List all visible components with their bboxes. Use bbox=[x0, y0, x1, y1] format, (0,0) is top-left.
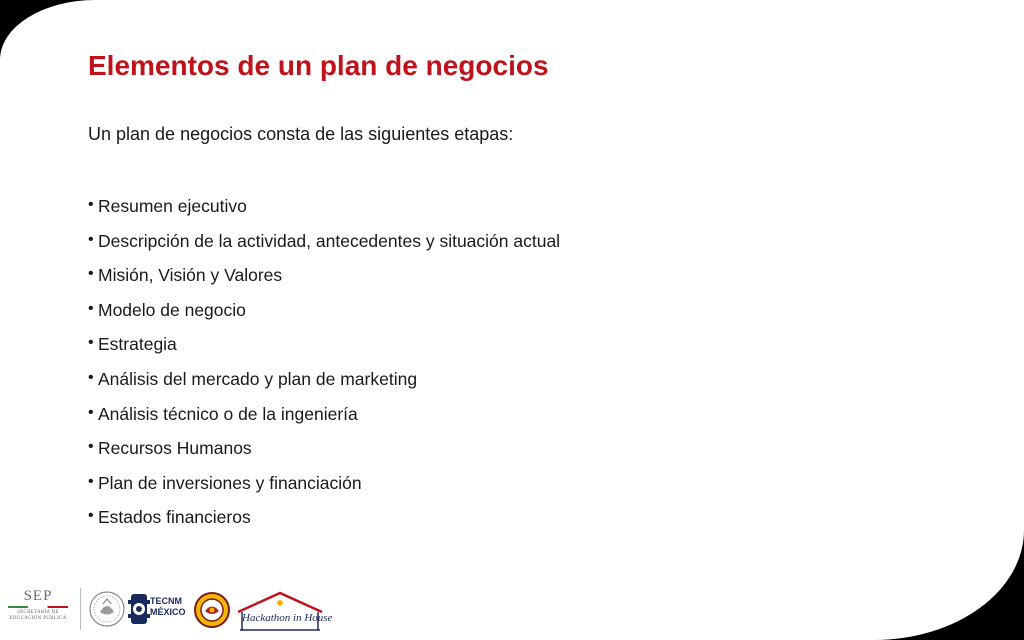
bullet-icon: • bbox=[88, 403, 94, 421]
bullet-icon: • bbox=[88, 507, 94, 525]
list-item bbox=[88, 300, 560, 335]
bullet-icon: • bbox=[88, 334, 94, 352]
hackathon-logo bbox=[234, 590, 333, 632]
bullet-list bbox=[88, 196, 560, 542]
list-item bbox=[88, 196, 560, 231]
list-item-label: Estados financieros bbox=[98, 507, 251, 528]
sep-logo bbox=[6, 588, 70, 632]
tecnm-logo-line1: TECNM bbox=[150, 596, 182, 606]
list-item bbox=[88, 231, 560, 266]
list-item-label: Estrategia bbox=[98, 334, 177, 355]
list-item-label: Descripción de la actividad, antecedentes y situación actual bbox=[98, 230, 561, 251]
sep-logo-rule bbox=[8, 606, 68, 608]
tecnm-logo-text bbox=[150, 596, 186, 618]
bullet-icon: • bbox=[88, 196, 94, 213]
bullet-icon: • bbox=[88, 368, 94, 386]
list-item bbox=[88, 507, 560, 542]
hackathon-logo-text: Hackathon in House bbox=[242, 612, 333, 624]
list-item bbox=[88, 473, 560, 508]
tecnm-logo-line2: MÉXICO bbox=[150, 607, 186, 617]
footer-logos bbox=[0, 580, 340, 640]
list-item-label: Plan de inversiones y financiación bbox=[98, 472, 362, 493]
list-item bbox=[88, 265, 560, 300]
list-item-label: Resumen ejecutivo bbox=[98, 196, 247, 216]
list-item bbox=[88, 438, 560, 473]
slide-intro: Un plan de negocios consta de las siguientes etapas: bbox=[88, 124, 514, 144]
bullet-icon: • bbox=[88, 230, 94, 248]
slide-title: Elementos de un plan de negocios bbox=[88, 50, 549, 81]
institute-shield-logo bbox=[194, 592, 230, 633]
bullet-icon: • bbox=[88, 265, 94, 283]
national-seal-logo bbox=[88, 590, 126, 633]
list-item bbox=[88, 369, 560, 404]
bullet-icon: • bbox=[88, 299, 94, 317]
list-item-label: Análisis técnico o de la ingeniería bbox=[98, 403, 358, 424]
national-seal-icon bbox=[88, 590, 126, 628]
tecnm-logo bbox=[128, 590, 190, 630]
list-item-label: Análisis del mercado y plan de marketing bbox=[98, 368, 418, 389]
list-item-label: Recursos Humanos bbox=[98, 438, 252, 459]
bullet-icon: • bbox=[88, 438, 94, 456]
sep-logo-line2: EDUCACIÓN PÚBLICA bbox=[9, 616, 67, 621]
list-item bbox=[88, 334, 560, 369]
house-roof-icon bbox=[234, 590, 326, 632]
sep-logo-line1: SECRETARÍA DE bbox=[17, 610, 59, 615]
institute-shield-icon bbox=[194, 592, 230, 628]
list-item-label: Misión, Visión y Valores bbox=[98, 265, 283, 286]
tecnm-gear-icon bbox=[128, 592, 150, 626]
sep-logo-name: SEP bbox=[23, 588, 53, 604]
logo-divider bbox=[80, 588, 81, 630]
list-item-label: Modelo de negocio bbox=[98, 299, 246, 320]
list-item bbox=[88, 404, 560, 439]
bullet-icon: • bbox=[88, 472, 94, 490]
